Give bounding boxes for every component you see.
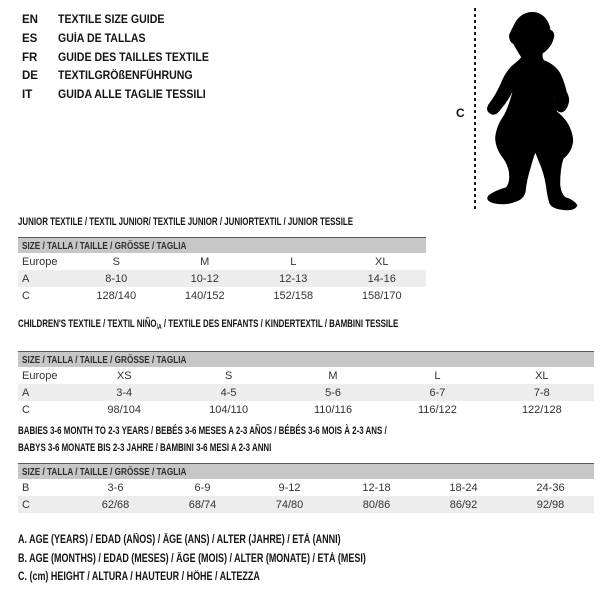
cell: L bbox=[434, 369, 441, 382]
title-post: / TEXTILE DES ENFANTS / KINDERTEXTIL / BAMBINI TESSILE bbox=[161, 318, 399, 330]
cell: 12-18 bbox=[362, 481, 391, 494]
language-row-de bbox=[22, 67, 222, 86]
cell: 116/122 bbox=[417, 403, 457, 416]
cell: 128/140 bbox=[96, 289, 137, 302]
cell: 158/170 bbox=[361, 289, 402, 302]
table-row-age bbox=[18, 384, 594, 401]
table-row-age bbox=[18, 270, 426, 287]
cell: XL bbox=[375, 255, 389, 268]
language-code: EN bbox=[22, 14, 38, 27]
size-header-text: SIZE / TALLA / TAILLE / GRÖSSE / TAGLIA bbox=[22, 353, 187, 366]
cell: 110/116 bbox=[313, 403, 353, 416]
junior-table-title bbox=[18, 216, 483, 228]
cell: 104/110 bbox=[209, 403, 249, 416]
cell: 4-5 bbox=[220, 386, 237, 399]
row-label: C bbox=[22, 403, 30, 416]
row-label: A bbox=[22, 272, 30, 285]
cell: 140/152 bbox=[184, 289, 225, 302]
cell: 3-6 bbox=[107, 481, 124, 494]
table-row-height bbox=[18, 496, 594, 513]
children-table-title bbox=[18, 318, 546, 331]
cell: 152/158 bbox=[273, 289, 314, 302]
row-label: C bbox=[22, 289, 30, 302]
language-row-fr bbox=[22, 48, 222, 67]
cell: 6-7 bbox=[429, 386, 446, 399]
cell: XL bbox=[535, 369, 549, 382]
junior-table-title-text: JUNIOR TEXTILE / TEXTIL JUNIOR/ TEXTILE JUNIOR / JUNIORTEXTIL / JUNIOR TESSILE bbox=[18, 216, 354, 228]
cell: 9-12 bbox=[278, 481, 301, 494]
cell: 6-9 bbox=[194, 481, 211, 494]
language-title: TEXTILE SIZE GUIDE bbox=[58, 14, 165, 27]
table-row-europe bbox=[18, 367, 594, 384]
junior-size-table bbox=[18, 237, 426, 304]
cell: 62/68 bbox=[101, 498, 130, 511]
table-row-months bbox=[18, 479, 594, 496]
size-header-text: SIZE / TALLA / TAILLE / GRÖSSE / TAGLIA bbox=[22, 239, 187, 252]
babies-table-title bbox=[18, 423, 530, 456]
cell: 7-8 bbox=[533, 386, 550, 399]
table-row-height bbox=[18, 287, 426, 304]
footnote-a bbox=[18, 531, 464, 550]
cell: 3-4 bbox=[116, 386, 133, 399]
language-title: TEXTILGRÖßENFÜHRUNG bbox=[58, 70, 193, 83]
row-label: Europe bbox=[22, 255, 58, 268]
language-row-it bbox=[22, 86, 222, 105]
footnotes bbox=[18, 531, 464, 587]
language-row-es bbox=[22, 30, 222, 49]
language-row-en bbox=[22, 11, 222, 30]
row-label: B bbox=[22, 481, 30, 494]
cell: 8-10 bbox=[105, 272, 128, 285]
language-code: IT bbox=[22, 89, 33, 102]
footnote-c-text: C. (cm) HEIGHT / ALTURA / HAUTEUR / HÖHE / ALTEZZA bbox=[18, 571, 260, 584]
size-header-text: SIZE / TALLA / TAILLE / GRÖSSE / TAGLIA bbox=[22, 465, 187, 478]
cell: 74/80 bbox=[275, 498, 304, 511]
cell: 92/98 bbox=[536, 498, 565, 511]
language-title: GUIDA ALLE TAGLIE TESSILI bbox=[58, 89, 206, 102]
language-code: ES bbox=[22, 33, 38, 46]
height-measure-label: C bbox=[456, 106, 465, 120]
babies-table-title-line1: BABIES 3-6 MONTH TO 2-3 YEARS / BEBÉS 3-6 MESES A 2-3 AÑOS / BÉBÉS 3-6 MOIS À 2-3 ANS / bbox=[18, 425, 387, 437]
children-table-title-text bbox=[18, 318, 398, 331]
babies-size-table bbox=[18, 463, 594, 513]
title-pre: CHILDREN'S TEXTILE / TEXTIL NIÑO bbox=[18, 318, 157, 330]
language-title: GUÍA DE TALLAS bbox=[58, 33, 146, 46]
height-measure-dashed-line bbox=[474, 8, 476, 210]
cell: 24-36 bbox=[536, 481, 565, 494]
cell: M bbox=[328, 369, 338, 382]
cell: 10-12 bbox=[190, 272, 219, 285]
title-subscript: /A bbox=[156, 324, 162, 331]
table-row-height bbox=[18, 401, 594, 418]
cell: S bbox=[224, 369, 233, 382]
table-row-europe bbox=[18, 253, 426, 270]
cell: 86/92 bbox=[449, 498, 478, 511]
footnote-a-text: A. AGE (YEARS) / EDAD (AÑOS) / ÂGE (ANS) / ALTER (JAHRE) / ETÀ (ANNI) bbox=[18, 534, 341, 546]
language-code: FR bbox=[22, 51, 38, 64]
size-header-bar bbox=[18, 352, 594, 367]
language-title: GUIDE DES TAILLES TEXTILE bbox=[58, 51, 209, 64]
footnote-c bbox=[18, 568, 464, 587]
cell: 12-13 bbox=[279, 272, 308, 285]
row-label: Europe bbox=[22, 369, 58, 382]
cell: 14-16 bbox=[367, 272, 396, 285]
cell: 98/104 bbox=[107, 403, 142, 416]
language-code: DE bbox=[22, 70, 38, 83]
cell: 122/128 bbox=[521, 403, 562, 416]
children-size-table bbox=[18, 351, 594, 418]
cell: 68/74 bbox=[188, 498, 217, 511]
row-label: C bbox=[22, 498, 30, 511]
footnote-b bbox=[18, 550, 464, 569]
cell: 5-6 bbox=[325, 386, 341, 399]
cell: S bbox=[112, 255, 120, 268]
size-header-bar bbox=[18, 464, 594, 479]
size-header-bar bbox=[18, 238, 426, 253]
footnote-b-text: B. AGE (MONTHS) / EDAD (MESES) / ÂGE (MOIS) / ALTER (MONATE) / ETÀ (MESI) bbox=[18, 552, 366, 565]
row-label: A bbox=[22, 386, 30, 399]
toddler-silhouette-icon bbox=[480, 3, 600, 215]
cell: XS bbox=[116, 369, 132, 382]
cell: M bbox=[200, 255, 210, 268]
babies-table-title-line2: BABYS 3-6 MONATE BIS 2-3 JAHRE / BAMBINI 3-6 MESI A 2-3 ANNI bbox=[18, 441, 272, 454]
language-list bbox=[22, 11, 222, 104]
cell: L bbox=[290, 255, 297, 268]
cell: 18-24 bbox=[449, 481, 478, 494]
cell: 80/86 bbox=[362, 498, 391, 511]
